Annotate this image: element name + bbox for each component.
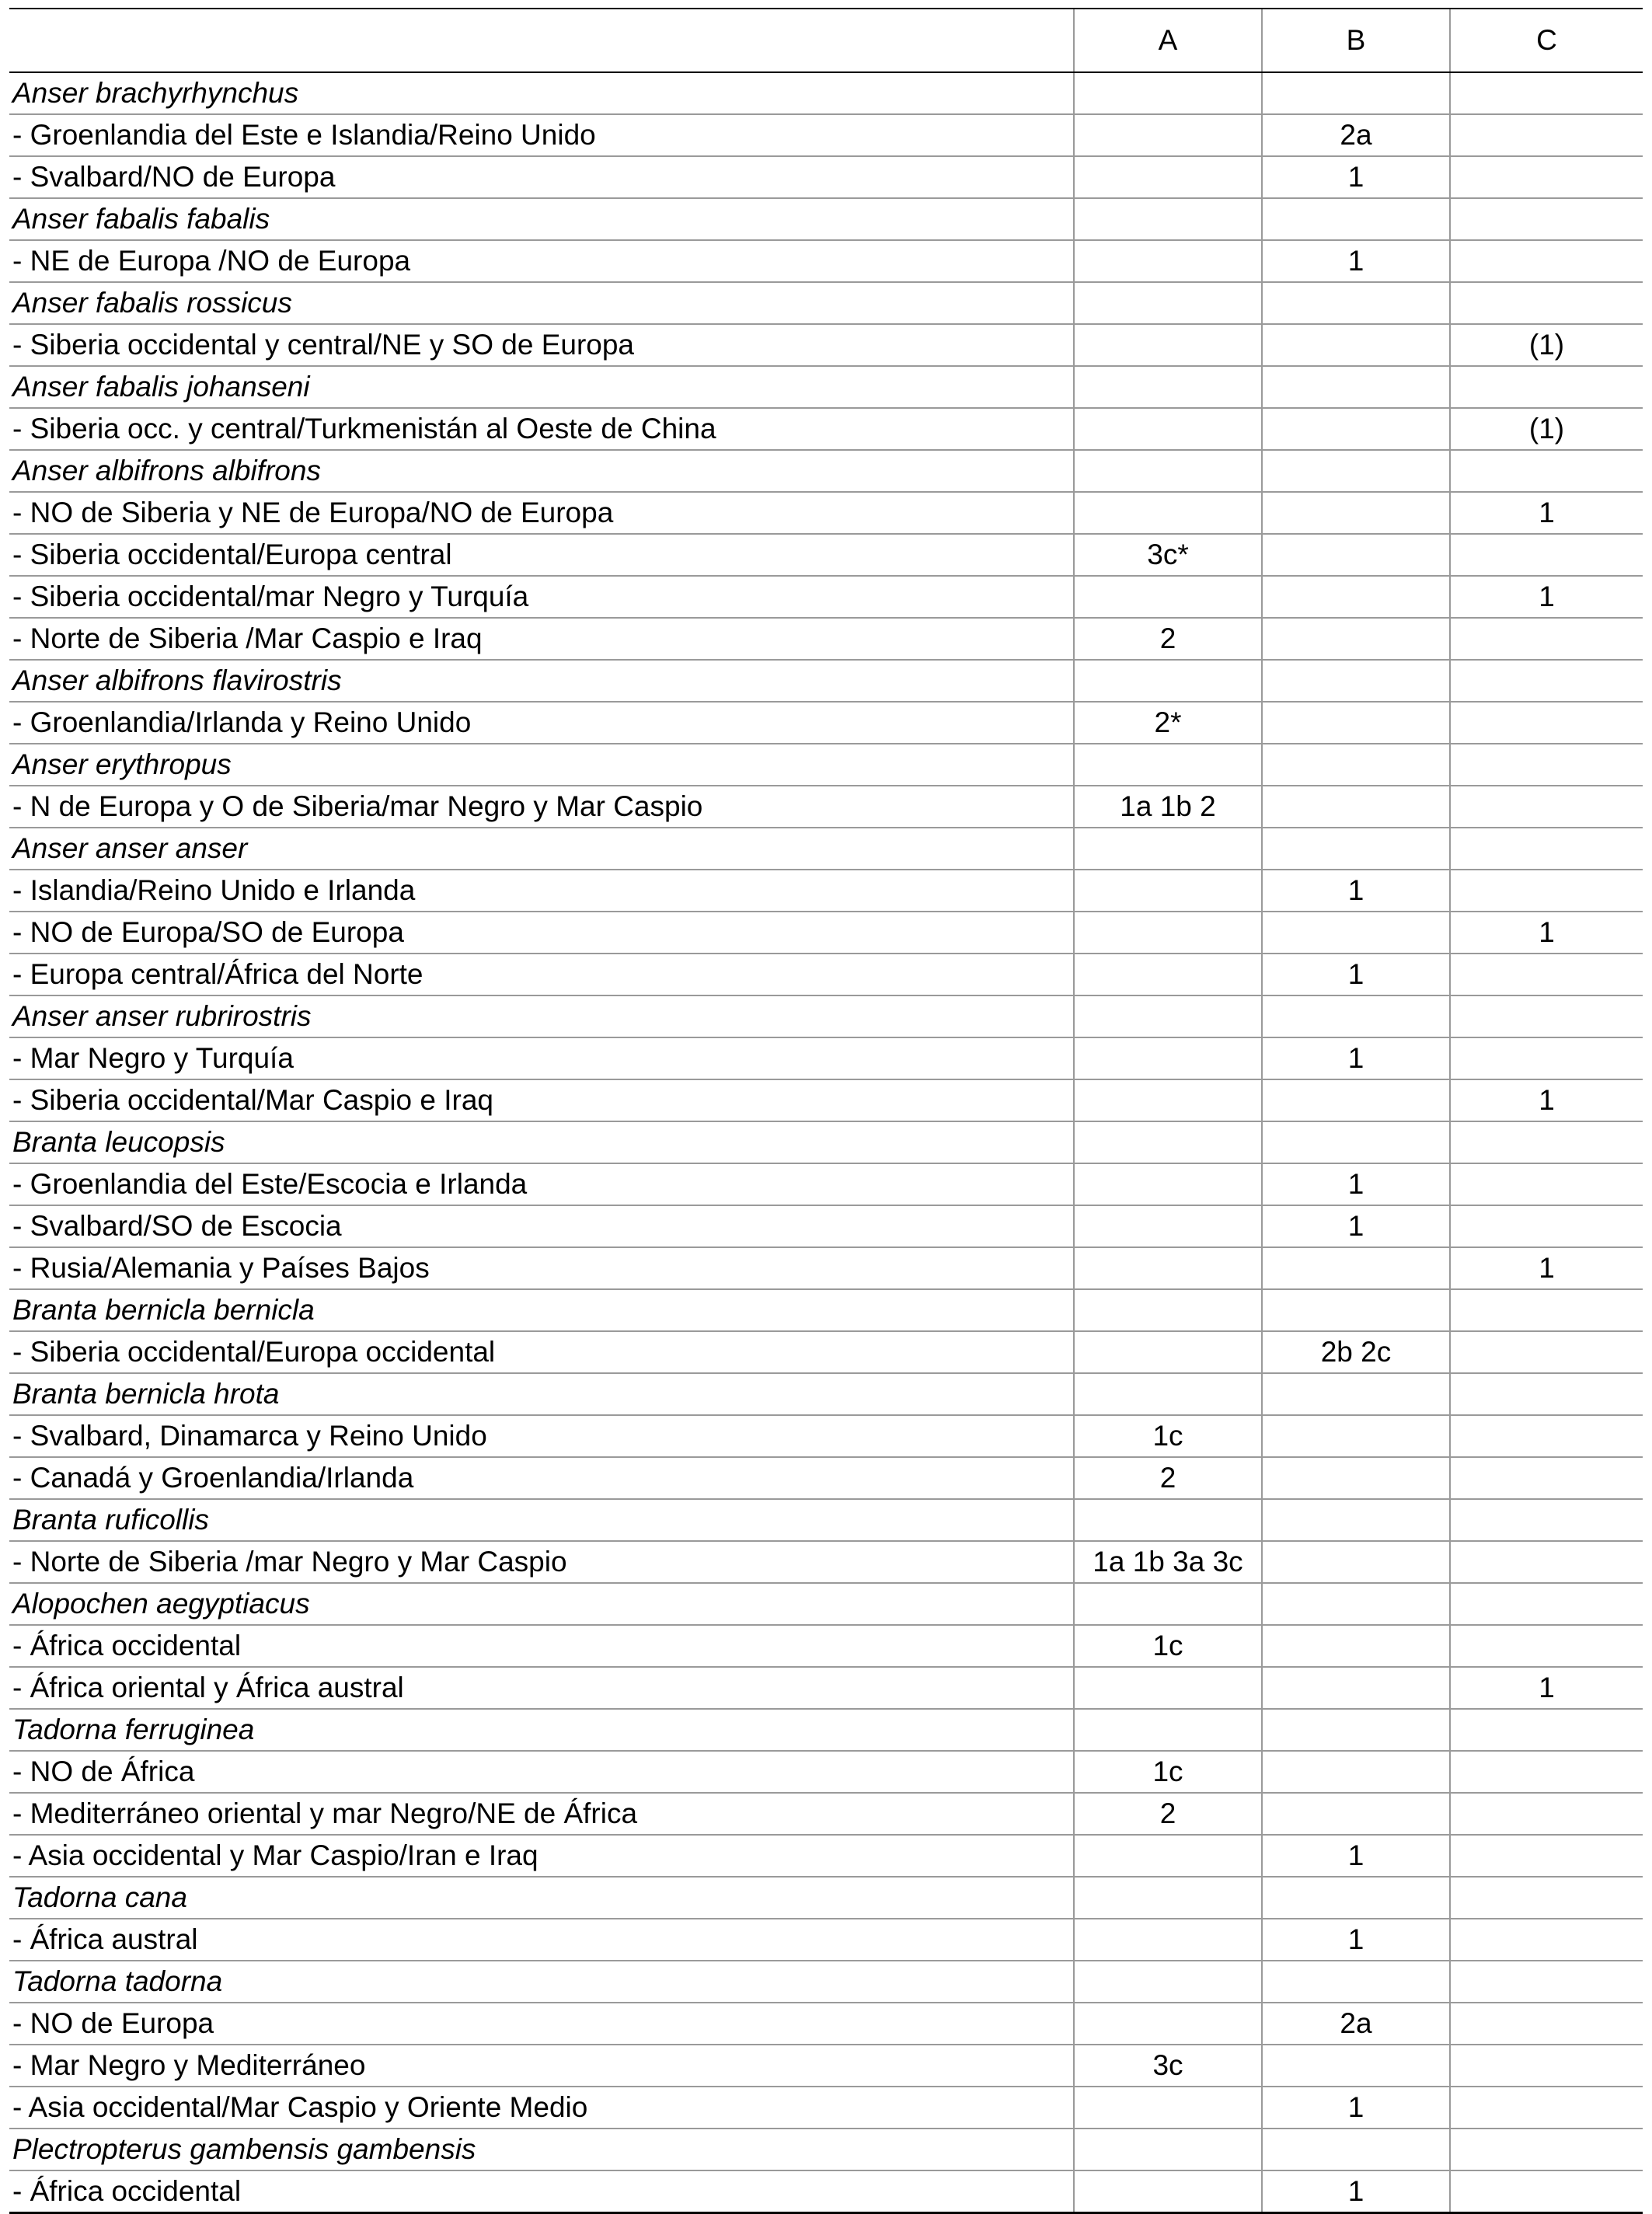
row-value-c: [1450, 702, 1643, 744]
row-name-cell: - NO de Europa/SO de Europa: [9, 912, 1074, 954]
species-row: [9, 72, 1643, 114]
population-row: [9, 1667, 1643, 1709]
row-value-a: [1074, 408, 1262, 450]
population-row: [9, 2045, 1643, 2087]
row-value-c: [1450, 1331, 1643, 1373]
column-header-b: B: [1262, 9, 1450, 72]
row-name-cell: - África austral: [9, 1919, 1074, 1961]
row-name-cell: Anser erythropus: [9, 744, 1074, 786]
table-header-row: [9, 9, 1643, 72]
population-row: [9, 1793, 1643, 1835]
row-name-cell: - NO de África: [9, 1751, 1074, 1793]
row-value-a: [1074, 870, 1262, 912]
population-row: [9, 408, 1643, 450]
row-value-a: [1074, 1835, 1262, 1877]
row-value-a: [1074, 828, 1262, 870]
row-value-b: 1: [1262, 870, 1450, 912]
population-row: [9, 2003, 1643, 2045]
row-value-a: [1074, 576, 1262, 618]
row-value-c: [1450, 2087, 1643, 2129]
species-row: [9, 828, 1643, 870]
population-row: [9, 156, 1643, 198]
row-value-a: [1074, 1037, 1262, 1079]
species-row: [9, 450, 1643, 492]
row-value-b: 2a: [1262, 2003, 1450, 2045]
population-row: [9, 1751, 1643, 1793]
species-row: [9, 1961, 1643, 2003]
row-value-c: [1450, 1121, 1643, 1163]
species-row: [9, 282, 1643, 324]
row-value-c: [1450, 2045, 1643, 2087]
row-value-b: [1262, 1583, 1450, 1625]
row-name-cell: - NE de Europa /NO de Europa: [9, 240, 1074, 282]
row-value-b: [1262, 1751, 1450, 1793]
row-value-c: [1450, 1793, 1643, 1835]
row-value-a: [1074, 1499, 1262, 1541]
row-name-cell: - Siberia occidental/Europa occidental: [9, 1331, 1074, 1373]
row-value-b: 1: [1262, 2170, 1450, 2213]
row-name-cell: - Svalbard/SO de Escocia: [9, 1205, 1074, 1247]
row-value-c: [1450, 828, 1643, 870]
row-value-b: 1: [1262, 1835, 1450, 1877]
population-row: [9, 1415, 1643, 1457]
row-value-a: [1074, 1331, 1262, 1373]
row-value-b: [1262, 1499, 1450, 1541]
row-value-c: [1450, 954, 1643, 995]
row-name-cell: - Siberia occ. y central/Turkmenistán al Oeste de China: [9, 408, 1074, 450]
row-value-c: [1450, 786, 1643, 828]
row-value-a: [1074, 156, 1262, 198]
species-row: [9, 198, 1643, 240]
row-name-cell: - Siberia occidental/mar Negro y Turquía: [9, 576, 1074, 618]
row-value-b: 1: [1262, 156, 1450, 198]
row-value-b: [1262, 1121, 1450, 1163]
species-row: [9, 660, 1643, 702]
population-row: [9, 954, 1643, 995]
row-name-cell: - NO de Europa: [9, 2003, 1074, 2045]
row-name-cell: Branta ruficollis: [9, 1499, 1074, 1541]
row-value-c: 1: [1450, 1079, 1643, 1121]
row-value-a: [1074, 1583, 1262, 1625]
row-value-a: [1074, 1373, 1262, 1415]
row-value-c: [1450, 1583, 1643, 1625]
row-value-a: [1074, 1709, 1262, 1751]
row-value-c: [1450, 1373, 1643, 1415]
row-value-b: [1262, 660, 1450, 702]
population-row: [9, 618, 1643, 660]
row-value-c: [1450, 2003, 1643, 2045]
row-value-c: [1450, 198, 1643, 240]
row-name-cell: - NO de Siberia y NE de Europa/NO de Europa: [9, 492, 1074, 534]
row-value-c: [1450, 1919, 1643, 1961]
population-row: [9, 324, 1643, 366]
population-row: [9, 1037, 1643, 1079]
row-value-a: 2: [1074, 618, 1262, 660]
row-name-cell: - Mediterráneo oriental y mar Negro/NE de África: [9, 1793, 1074, 1835]
row-value-a: 2*: [1074, 702, 1262, 744]
row-value-b: [1262, 702, 1450, 744]
row-name-cell: - Groenlandia del Este/Escocia e Irlanda: [9, 1163, 1074, 1205]
column-header-a: A: [1074, 9, 1262, 72]
species-row: [9, 1121, 1643, 1163]
row-value-b: [1262, 282, 1450, 324]
row-value-b: 1: [1262, 954, 1450, 995]
row-value-b: [1262, 534, 1450, 576]
row-value-a: 1c: [1074, 1415, 1262, 1457]
row-name-cell: - Norte de Siberia /Mar Caspio e Iraq: [9, 618, 1074, 660]
row-value-b: 1: [1262, 1163, 1450, 1205]
row-value-c: [1450, 282, 1643, 324]
row-value-b: [1262, 450, 1450, 492]
row-value-b: [1262, 72, 1450, 114]
row-value-b: [1262, 1289, 1450, 1331]
table-body: [9, 72, 1643, 2213]
row-value-b: 1: [1262, 2087, 1450, 2129]
population-row: [9, 1919, 1643, 1961]
row-value-c: [1450, 1163, 1643, 1205]
row-value-c: [1450, 1499, 1643, 1541]
row-value-c: [1450, 72, 1643, 114]
row-name-cell: - África oriental y África austral: [9, 1667, 1074, 1709]
row-value-a: 1a 1b 3a 3c: [1074, 1541, 1262, 1583]
row-value-a: [1074, 72, 1262, 114]
row-value-a: [1074, 492, 1262, 534]
row-value-a: [1074, 324, 1262, 366]
row-value-b: 1: [1262, 1205, 1450, 1247]
row-value-a: [1074, 1205, 1262, 1247]
species-row: [9, 1373, 1643, 1415]
row-value-c: [1450, 114, 1643, 156]
row-value-b: [1262, 1793, 1450, 1835]
row-value-a: [1074, 1163, 1262, 1205]
row-value-b: 2a: [1262, 114, 1450, 156]
population-row: [9, 1079, 1643, 1121]
row-name-cell: Tadorna tadorna: [9, 1961, 1074, 2003]
row-value-c: [1450, 870, 1643, 912]
column-header-c: C: [1450, 9, 1643, 72]
row-value-b: [1262, 2129, 1450, 2170]
row-value-a: 3c*: [1074, 534, 1262, 576]
row-value-b: [1262, 1541, 1450, 1583]
row-value-b: [1262, 324, 1450, 366]
row-value-c: [1450, 240, 1643, 282]
row-value-c: [1450, 618, 1643, 660]
population-row: [9, 912, 1643, 954]
row-name-cell: - Europa central/África del Norte: [9, 954, 1074, 995]
row-value-b: [1262, 912, 1450, 954]
row-value-a: [1074, 2129, 1262, 2170]
population-row: [9, 702, 1643, 744]
row-name-cell: Tadorna ferruginea: [9, 1709, 1074, 1751]
species-row: [9, 744, 1643, 786]
row-value-b: [1262, 366, 1450, 408]
population-row: [9, 1625, 1643, 1667]
row-name-cell: Alopochen aegyptiacus: [9, 1583, 1074, 1625]
row-value-c: [1450, 660, 1643, 702]
row-value-c: [1450, 995, 1643, 1037]
row-value-a: [1074, 2087, 1262, 2129]
row-name-cell: Anser fabalis johanseni: [9, 366, 1074, 408]
species-row: [9, 1289, 1643, 1331]
row-value-b: 1: [1262, 240, 1450, 282]
row-value-b: [1262, 1079, 1450, 1121]
population-row: [9, 2087, 1643, 2129]
row-value-b: 2b 2c: [1262, 1331, 1450, 1373]
row-value-a: 2: [1074, 1457, 1262, 1499]
row-value-c: [1450, 534, 1643, 576]
row-value-b: [1262, 576, 1450, 618]
row-value-a: [1074, 240, 1262, 282]
row-value-c: 1: [1450, 1667, 1643, 1709]
species-row: [9, 1583, 1643, 1625]
row-name-cell: - Svalbard, Dinamarca y Reino Unido: [9, 1415, 1074, 1457]
row-value-a: [1074, 660, 1262, 702]
row-value-c: 1: [1450, 492, 1643, 534]
row-name-cell: Branta leucopsis: [9, 1121, 1074, 1163]
population-row: [9, 114, 1643, 156]
row-value-a: 1c: [1074, 1625, 1262, 1667]
row-value-a: [1074, 954, 1262, 995]
row-name-cell: - Islandia/Reino Unido e Irlanda: [9, 870, 1074, 912]
row-value-b: [1262, 408, 1450, 450]
row-value-b: [1262, 1961, 1450, 2003]
row-value-c: 1: [1450, 1247, 1643, 1289]
row-value-c: [1450, 450, 1643, 492]
row-value-c: [1450, 1037, 1643, 1079]
row-name-cell: Anser albifrons flavirostris: [9, 660, 1074, 702]
row-value-b: [1262, 1709, 1450, 1751]
row-value-c: (1): [1450, 324, 1643, 366]
row-value-b: [1262, 744, 1450, 786]
row-name-cell: - N de Europa y O de Siberia/mar Negro y Mar Caspio: [9, 786, 1074, 828]
row-value-c: [1450, 1457, 1643, 1499]
row-value-c: [1450, 744, 1643, 786]
row-value-c: [1450, 156, 1643, 198]
species-row: [9, 1499, 1643, 1541]
row-name-cell: Branta bernicla hrota: [9, 1373, 1074, 1415]
row-name-cell: - Norte de Siberia /mar Negro y Mar Caspio: [9, 1541, 1074, 1583]
row-name-cell: - Rusia/Alemania y Países Bajos: [9, 1247, 1074, 1289]
population-table: [9, 8, 1643, 2214]
row-value-c: [1450, 1415, 1643, 1457]
row-value-a: [1074, 114, 1262, 156]
row-name-cell: - Groenlandia/Irlanda y Reino Unido: [9, 702, 1074, 744]
row-value-a: [1074, 1877, 1262, 1919]
row-value-a: [1074, 1919, 1262, 1961]
row-value-b: [1262, 618, 1450, 660]
species-row: [9, 1709, 1643, 1751]
row-value-c: (1): [1450, 408, 1643, 450]
row-value-b: [1262, 1625, 1450, 1667]
row-value-a: 1a 1b 2: [1074, 786, 1262, 828]
population-row: [9, 1205, 1643, 1247]
row-value-b: [1262, 828, 1450, 870]
population-row: [9, 870, 1643, 912]
row-value-c: [1450, 2170, 1643, 2213]
row-value-c: [1450, 366, 1643, 408]
row-value-a: [1074, 1961, 1262, 2003]
row-name-cell: - Siberia occidental/Mar Caspio e Iraq: [9, 1079, 1074, 1121]
species-row: [9, 1877, 1643, 1919]
row-value-b: [1262, 1415, 1450, 1457]
row-name-cell: Anser brachyrhynchus: [9, 72, 1074, 114]
row-name-cell: Anser anser anser: [9, 828, 1074, 870]
row-name-cell: - África occidental: [9, 1625, 1074, 1667]
row-value-a: [1074, 1667, 1262, 1709]
population-row: [9, 1331, 1643, 1373]
row-name-cell: - Siberia occidental y central/NE y SO de Europa: [9, 324, 1074, 366]
population-row: [9, 1835, 1643, 1877]
row-value-a: [1074, 282, 1262, 324]
row-value-a: [1074, 1289, 1262, 1331]
row-value-c: 1: [1450, 576, 1643, 618]
population-row: [9, 576, 1643, 618]
population-row: [9, 1163, 1643, 1205]
row-name-cell: Anser fabalis fabalis: [9, 198, 1074, 240]
row-value-b: [1262, 1457, 1450, 1499]
row-value-b: [1262, 1667, 1450, 1709]
row-name-cell: Plectropterus gambensis gambensis: [9, 2129, 1074, 2170]
population-row: [9, 1541, 1643, 1583]
row-value-c: [1450, 1709, 1643, 1751]
row-value-c: [1450, 2129, 1643, 2170]
row-name-cell: - Canadá y Groenlandia/Irlanda: [9, 1457, 1074, 1499]
population-row: [9, 2170, 1643, 2213]
population-row: [9, 492, 1643, 534]
row-value-a: [1074, 1121, 1262, 1163]
row-name-cell: Branta bernicla bernicla: [9, 1289, 1074, 1331]
column-header-name: [9, 9, 1074, 72]
row-value-b: [1262, 1373, 1450, 1415]
row-value-b: [1262, 1877, 1450, 1919]
row-value-a: [1074, 366, 1262, 408]
row-value-c: [1450, 1205, 1643, 1247]
row-value-c: 1: [1450, 912, 1643, 954]
species-row: [9, 2129, 1643, 2170]
row-name-cell: - Mar Negro y Turquía: [9, 1037, 1074, 1079]
population-row: [9, 1457, 1643, 1499]
species-row: [9, 366, 1643, 408]
row-value-a: [1074, 450, 1262, 492]
row-value-b: [1262, 995, 1450, 1037]
row-value-c: [1450, 1625, 1643, 1667]
population-row: [9, 1247, 1643, 1289]
row-value-b: [1262, 786, 1450, 828]
row-value-a: [1074, 1247, 1262, 1289]
row-value-b: [1262, 492, 1450, 534]
row-value-a: [1074, 744, 1262, 786]
row-value-a: [1074, 2003, 1262, 2045]
row-value-b: [1262, 1247, 1450, 1289]
population-row: [9, 534, 1643, 576]
population-row: [9, 240, 1643, 282]
row-value-a: [1074, 995, 1262, 1037]
row-name-cell: Anser fabalis rossicus: [9, 282, 1074, 324]
row-value-b: 1: [1262, 1919, 1450, 1961]
row-value-c: [1450, 1835, 1643, 1877]
row-value-a: 2: [1074, 1793, 1262, 1835]
row-value-c: [1450, 1541, 1643, 1583]
row-value-b: [1262, 198, 1450, 240]
row-value-a: [1074, 2170, 1262, 2213]
row-name-cell: Anser albifrons albifrons: [9, 450, 1074, 492]
population-row: [9, 786, 1643, 828]
row-name-cell: - Asia occidental/Mar Caspio y Oriente Medio: [9, 2087, 1074, 2129]
row-value-a: [1074, 198, 1262, 240]
row-value-a: [1074, 912, 1262, 954]
row-name-cell: - África occidental: [9, 2170, 1074, 2213]
row-name-cell: - Svalbard/NO de Europa: [9, 156, 1074, 198]
row-name-cell: - Groenlandia del Este e Islandia/Reino Unido: [9, 114, 1074, 156]
row-value-c: [1450, 1961, 1643, 2003]
row-value-a: [1074, 1079, 1262, 1121]
row-value-c: [1450, 1751, 1643, 1793]
row-value-b: [1262, 2045, 1450, 2087]
row-value-b: 1: [1262, 1037, 1450, 1079]
row-name-cell: - Siberia occidental/Europa central: [9, 534, 1074, 576]
row-value-a: 3c: [1074, 2045, 1262, 2087]
row-name-cell: Anser anser rubrirostris: [9, 995, 1074, 1037]
row-value-a: 1c: [1074, 1751, 1262, 1793]
row-name-cell: - Asia occidental y Mar Caspio/Iran e Iraq: [9, 1835, 1074, 1877]
species-row: [9, 995, 1643, 1037]
row-value-c: [1450, 1877, 1643, 1919]
row-name-cell: Tadorna cana: [9, 1877, 1074, 1919]
row-name-cell: - Mar Negro y Mediterráneo: [9, 2045, 1074, 2087]
row-value-c: [1450, 1289, 1643, 1331]
